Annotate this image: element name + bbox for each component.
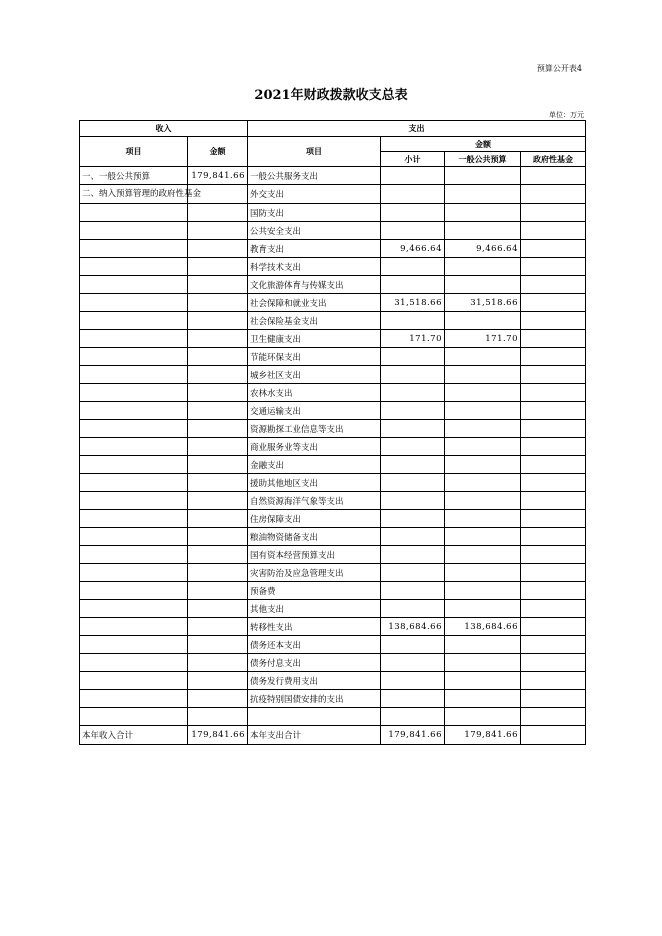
income-amount bbox=[188, 492, 248, 510]
expense-general-budget bbox=[445, 438, 521, 456]
income-item bbox=[80, 636, 188, 654]
expense-item: 农林水支出 bbox=[248, 384, 381, 402]
income-item bbox=[80, 690, 188, 708]
expense-gov-fund bbox=[521, 167, 586, 185]
expense-item: 灾害防治及应急管理支出 bbox=[248, 564, 381, 582]
table-row bbox=[80, 708, 586, 726]
expense-general-budget bbox=[445, 348, 521, 366]
expense-gov-fund bbox=[521, 438, 586, 456]
expense-header: 支出 bbox=[248, 121, 586, 137]
table-row bbox=[80, 185, 586, 204]
income-item bbox=[80, 348, 188, 366]
income-item bbox=[80, 294, 188, 312]
income-item bbox=[80, 564, 188, 582]
income-amount bbox=[188, 258, 248, 276]
expense-general-budget bbox=[445, 167, 521, 185]
expense-item: 金融支出 bbox=[248, 456, 381, 474]
expense-item: 城乡社区支出 bbox=[248, 366, 381, 384]
income-total-amount: 179,841.66 bbox=[188, 726, 248, 745]
income-item bbox=[80, 510, 188, 528]
expense-item: 粮油物资储备支出 bbox=[248, 528, 381, 546]
expense-subtotal bbox=[381, 366, 445, 384]
table-row bbox=[80, 528, 586, 546]
table-row bbox=[80, 546, 586, 564]
expense-gov-fund bbox=[521, 384, 586, 402]
expense-general-budget bbox=[445, 456, 521, 474]
expense-general-budget bbox=[445, 654, 521, 672]
income-amount bbox=[188, 672, 248, 690]
income-amount bbox=[188, 366, 248, 384]
expense-subtotal bbox=[381, 546, 445, 564]
unit-label: 单位：万元 bbox=[549, 111, 584, 119]
expense-gov-fund bbox=[521, 420, 586, 438]
table-row bbox=[80, 564, 586, 582]
table-row bbox=[80, 167, 586, 185]
income-item bbox=[80, 528, 188, 546]
income-item bbox=[80, 276, 188, 294]
table-row bbox=[80, 690, 586, 708]
expense-subtotal bbox=[381, 510, 445, 528]
income-item bbox=[80, 438, 188, 456]
table-row bbox=[80, 366, 586, 384]
expense-subtotal bbox=[381, 204, 445, 222]
table-row bbox=[80, 474, 586, 492]
expense-gov-fund bbox=[521, 636, 586, 654]
table-number-label: 预算公开表4 bbox=[536, 64, 582, 73]
expense-gov-fund bbox=[521, 456, 586, 474]
income-item bbox=[80, 456, 188, 474]
income-amount bbox=[188, 456, 248, 474]
income-item bbox=[80, 312, 188, 330]
income-item bbox=[80, 708, 188, 726]
expense-general-budget bbox=[445, 690, 521, 708]
expense-item: 其他支出 bbox=[248, 600, 381, 618]
expense-subtotal bbox=[381, 654, 445, 672]
income-amount bbox=[188, 618, 248, 636]
expense-general-budget bbox=[445, 492, 521, 510]
expense-subtotal bbox=[381, 690, 445, 708]
income-item bbox=[80, 492, 188, 510]
expense-general-budget bbox=[445, 564, 521, 582]
expense-gov-fund bbox=[521, 582, 586, 600]
income-amount bbox=[188, 384, 248, 402]
income-amount bbox=[188, 564, 248, 582]
expense-item: 债务付息支出 bbox=[248, 654, 381, 672]
income-amount bbox=[188, 438, 248, 456]
expense-subtotal bbox=[381, 672, 445, 690]
expense-subtotal bbox=[381, 185, 445, 204]
table-row bbox=[80, 420, 586, 438]
income-item bbox=[80, 258, 188, 276]
expense-gov-fund bbox=[521, 564, 586, 582]
table-row bbox=[80, 600, 586, 618]
table-row bbox=[80, 204, 586, 222]
expense-item: 社会保障和就业支出 bbox=[248, 294, 381, 312]
expense-subtotal bbox=[381, 420, 445, 438]
table-row bbox=[80, 348, 586, 366]
expense-item: 教育支出 bbox=[248, 240, 381, 258]
expense-item: 国防支出 bbox=[248, 204, 381, 222]
expense-subtotal bbox=[381, 276, 445, 294]
expense-subtotal bbox=[381, 348, 445, 366]
expense-subtotal bbox=[381, 708, 445, 726]
expense-gov-fund bbox=[521, 690, 586, 708]
income-item bbox=[80, 618, 188, 636]
income-item bbox=[80, 474, 188, 492]
expense-item: 国有资本经营预算支出 bbox=[248, 546, 381, 564]
expense-gov-fund bbox=[521, 654, 586, 672]
budget-table bbox=[79, 120, 586, 745]
income-item: 一、一般公共预算 bbox=[80, 167, 188, 185]
expense-total-label: 本年支出合计 bbox=[248, 726, 381, 745]
table-row bbox=[80, 240, 586, 258]
expense-subtotal bbox=[381, 564, 445, 582]
expense-subtotal: 138,684.66 bbox=[381, 618, 445, 636]
expense-general-budget: 138,684.66 bbox=[445, 618, 521, 636]
table-row bbox=[80, 618, 586, 636]
expense-subtotal bbox=[381, 528, 445, 546]
income-amount bbox=[188, 420, 248, 438]
income-amount bbox=[188, 654, 248, 672]
expense-item: 一般公共服务支出 bbox=[248, 167, 381, 185]
income-amount bbox=[188, 222, 248, 240]
expense-subtotal: 31,518.66 bbox=[381, 294, 445, 312]
expense-item: 交通运输支出 bbox=[248, 402, 381, 420]
expense-subtotal bbox=[381, 636, 445, 654]
table-row bbox=[80, 222, 586, 240]
table-row bbox=[80, 276, 586, 294]
expense-general-budget bbox=[445, 600, 521, 618]
expense-subtotal bbox=[381, 492, 445, 510]
table-footer bbox=[80, 726, 586, 745]
expense-gov-fund bbox=[521, 546, 586, 564]
table-row bbox=[80, 384, 586, 402]
income-amount bbox=[188, 474, 248, 492]
income-item: 二、纳入预算管理的政府性基金 bbox=[80, 185, 188, 204]
expense-subtotal bbox=[381, 402, 445, 420]
expense-gov-fund bbox=[521, 330, 586, 348]
income-amount bbox=[188, 294, 248, 312]
income-amount bbox=[188, 690, 248, 708]
income-amount: 179,841.66 bbox=[188, 167, 248, 185]
income-item bbox=[80, 546, 188, 564]
expense-general-budget: 9,466.64 bbox=[445, 240, 521, 258]
expense-gov-fund bbox=[521, 510, 586, 528]
expense-general-budget bbox=[445, 258, 521, 276]
expense-gov-fund bbox=[521, 492, 586, 510]
table-row bbox=[80, 510, 586, 528]
expense-general-budget bbox=[445, 366, 521, 384]
expense-general-budget bbox=[445, 708, 521, 726]
expense-general-budget: 31,518.66 bbox=[445, 294, 521, 312]
expense-general-budget bbox=[445, 474, 521, 492]
income-amount bbox=[188, 600, 248, 618]
expense-gov-fund bbox=[521, 240, 586, 258]
expense-item: 援助其他地区支出 bbox=[248, 474, 381, 492]
income-item bbox=[80, 384, 188, 402]
table-row bbox=[80, 258, 586, 276]
expense-subtotal bbox=[381, 456, 445, 474]
expense-gov-fund bbox=[521, 204, 586, 222]
income-item bbox=[80, 420, 188, 438]
expense-item: 资源勘探工业信息等支出 bbox=[248, 420, 381, 438]
expense-general-budget bbox=[445, 546, 521, 564]
income-amount bbox=[188, 636, 248, 654]
expense-item: 商业服务业等支出 bbox=[248, 438, 381, 456]
income-amount bbox=[188, 204, 248, 222]
income-amount bbox=[188, 330, 248, 348]
expense-subtotal bbox=[381, 312, 445, 330]
expense-subtotal bbox=[381, 222, 445, 240]
income-amount-header: 金额 bbox=[188, 137, 248, 167]
income-amount bbox=[188, 276, 248, 294]
income-header: 收入 bbox=[80, 121, 248, 137]
expense-item: 公共安全支出 bbox=[248, 222, 381, 240]
table-body bbox=[80, 167, 586, 726]
income-item bbox=[80, 402, 188, 420]
income-amount bbox=[188, 582, 248, 600]
expense-subtotal bbox=[381, 258, 445, 276]
expense-gov-fund bbox=[521, 222, 586, 240]
table-row bbox=[80, 654, 586, 672]
expense-general-budget: 171.70 bbox=[445, 330, 521, 348]
table-row bbox=[80, 456, 586, 474]
table-row bbox=[80, 312, 586, 330]
income-amount bbox=[188, 528, 248, 546]
expense-gov-fund bbox=[521, 258, 586, 276]
expense-total-fund bbox=[521, 726, 586, 745]
expense-general-budget bbox=[445, 420, 521, 438]
expense-item: 科学技术支出 bbox=[248, 258, 381, 276]
expense-subtotal bbox=[381, 438, 445, 456]
expense-gov-fund bbox=[521, 600, 586, 618]
income-amount bbox=[188, 708, 248, 726]
expense-gov-fund bbox=[521, 185, 586, 204]
expense-item-header: 项目 bbox=[248, 137, 381, 167]
expense-gov-fund bbox=[521, 402, 586, 420]
expense-amount-header: 金额 bbox=[381, 137, 586, 152]
expense-subtotal: 171.70 bbox=[381, 330, 445, 348]
table-row bbox=[80, 582, 586, 600]
expense-item: 社会保险基金支出 bbox=[248, 312, 381, 330]
expense-gov-fund bbox=[521, 276, 586, 294]
expense-gov-fund bbox=[521, 618, 586, 636]
table-row bbox=[80, 330, 586, 348]
expense-gov-fund bbox=[521, 312, 586, 330]
income-total-label: 本年收入合计 bbox=[80, 726, 188, 745]
expense-general-budget bbox=[445, 384, 521, 402]
table-row bbox=[80, 492, 586, 510]
expense-subtotal bbox=[381, 582, 445, 600]
expense-general-budget bbox=[445, 528, 521, 546]
expense-gov-fund bbox=[521, 528, 586, 546]
income-item-header: 项目 bbox=[80, 137, 188, 167]
total-row bbox=[80, 726, 586, 745]
expense-general-budget bbox=[445, 276, 521, 294]
table-row bbox=[80, 438, 586, 456]
expense-total-subtotal: 179,841.66 bbox=[381, 726, 445, 745]
expense-item: 抗疫特别国债安排的支出 bbox=[248, 690, 381, 708]
expense-subtotal bbox=[381, 384, 445, 402]
expense-subtotal: 9,466.64 bbox=[381, 240, 445, 258]
income-item bbox=[80, 222, 188, 240]
expense-item: 卫生健康支出 bbox=[248, 330, 381, 348]
expense-item: 外交支出 bbox=[248, 185, 381, 204]
income-item bbox=[80, 654, 188, 672]
expense-gov-fund bbox=[521, 708, 586, 726]
income-item bbox=[80, 600, 188, 618]
general-budget-header: 一般公共预算 bbox=[445, 152, 521, 167]
income-amount bbox=[188, 312, 248, 330]
expense-general-budget bbox=[445, 582, 521, 600]
expense-gov-fund bbox=[521, 672, 586, 690]
expense-subtotal bbox=[381, 167, 445, 185]
income-amount bbox=[188, 402, 248, 420]
expense-item: 文化旅游体育与传媒支出 bbox=[248, 276, 381, 294]
expense-general-budget bbox=[445, 636, 521, 654]
expense-item: 住房保障支出 bbox=[248, 510, 381, 528]
expense-general-budget bbox=[445, 204, 521, 222]
expense-general-budget bbox=[445, 402, 521, 420]
income-item bbox=[80, 330, 188, 348]
subtotal-header: 小计 bbox=[381, 152, 445, 167]
expense-general-budget bbox=[445, 312, 521, 330]
expense-total-general: 179,841.66 bbox=[445, 726, 521, 745]
expense-item: 债务还本支出 bbox=[248, 636, 381, 654]
table-row bbox=[80, 636, 586, 654]
income-item bbox=[80, 672, 188, 690]
income-item bbox=[80, 582, 188, 600]
table-row bbox=[80, 402, 586, 420]
expense-item: 自然资源海洋气象等支出 bbox=[248, 492, 381, 510]
expense-subtotal bbox=[381, 474, 445, 492]
expense-item: 节能环保支出 bbox=[248, 348, 381, 366]
table-row bbox=[80, 672, 586, 690]
expense-item: 预备费 bbox=[248, 582, 381, 600]
expense-gov-fund bbox=[521, 294, 586, 312]
page-title: 2021年财政拨款收支总表 bbox=[254, 88, 408, 103]
income-item bbox=[80, 240, 188, 258]
gov-fund-header: 政府性基金 bbox=[521, 152, 586, 167]
expense-general-budget bbox=[445, 185, 521, 204]
expense-gov-fund bbox=[521, 366, 586, 384]
table-header bbox=[80, 121, 586, 167]
expense-general-budget bbox=[445, 672, 521, 690]
income-item bbox=[80, 204, 188, 222]
income-amount bbox=[188, 510, 248, 528]
expense-item: 债务发行费用支出 bbox=[248, 672, 381, 690]
expense-item: 转移性支出 bbox=[248, 618, 381, 636]
expense-gov-fund bbox=[521, 348, 586, 366]
expense-general-budget bbox=[445, 510, 521, 528]
expense-subtotal bbox=[381, 600, 445, 618]
income-item bbox=[80, 366, 188, 384]
income-amount bbox=[188, 546, 248, 564]
expense-item bbox=[248, 708, 381, 726]
expense-gov-fund bbox=[521, 474, 586, 492]
expense-general-budget bbox=[445, 222, 521, 240]
income-amount bbox=[188, 348, 248, 366]
income-amount bbox=[188, 240, 248, 258]
table-row bbox=[80, 294, 586, 312]
